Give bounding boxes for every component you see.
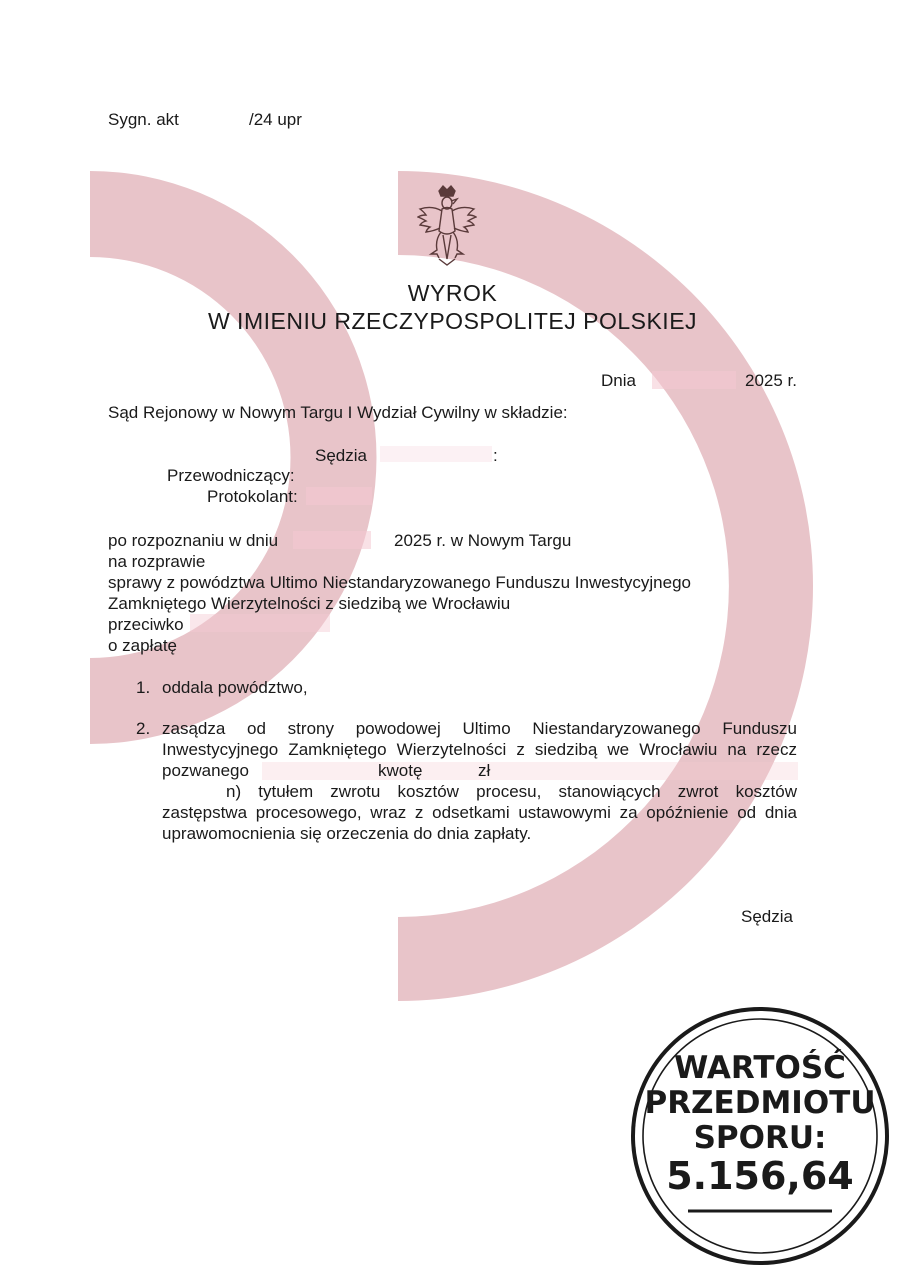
- stamp-line-2: PRZEDMIOTU: [644, 1085, 876, 1121]
- stamp-value: 5.156,64: [666, 1154, 854, 1198]
- dispute-value-stamp: [630, 1006, 890, 1266]
- redaction-hearing-date: [293, 531, 371, 549]
- ruling-2-number: 2.: [136, 719, 151, 738]
- judge-label: Sędzia: [315, 446, 367, 465]
- redaction-clerk: [306, 487, 372, 505]
- hearing-date-prefix: po rozpoznaniu w dniu: [108, 531, 279, 550]
- document-subtitle: W IMIENIU RZECZYPOSPOLITEJ POLSKIEJ: [207, 308, 698, 334]
- ruling-2-line-2: Inwestycyjnego Zamkniętego Wierzytelności z siedzibą we Wrocławiu na rzecz: [162, 740, 797, 759]
- hearing-date-suffix: 2025 r. w Nowym Targu: [394, 531, 572, 550]
- date-suffix: 2025 r.: [745, 371, 797, 390]
- case-signature-label: Sygn. akt: [108, 110, 179, 129]
- judge-signature-label: Sędzia: [741, 907, 793, 926]
- plaintiff-line: sprawy z powództwa Ultimo Niestandaryzowanego Funduszu Inwestycyjnego: [108, 573, 692, 592]
- date-prefix: Dnia: [601, 371, 636, 390]
- ruling-2-line-6: uprawomocnienia się orzeczenia do dnia zapłaty.: [162, 824, 532, 843]
- ruling-2-line-1: zasądza od strony powodowej Ultimo Niestandaryzowanego Funduszu: [162, 719, 797, 738]
- case-signature: [108, 109, 302, 130]
- ruling-2-currency: zł: [478, 761, 491, 780]
- case-signature-number: /24 upr: [249, 110, 302, 129]
- stamp-line-1: WARTOŚĆ: [674, 1050, 846, 1086]
- ruling-1-text: oddala powództwo,: [162, 678, 308, 697]
- ruling-2-line-4: n) tytułem zwrotu kosztów procesu, stanowiących zwrot kosztów: [226, 782, 797, 801]
- redaction-amount: [262, 762, 798, 780]
- redaction-defendant: [190, 614, 330, 632]
- plaintiff-line-2: Zamkniętego Wierzytelności z siedzibą we Wrocławiu: [108, 594, 511, 613]
- hearing-mode: na rozprawie: [108, 552, 206, 571]
- document-title: WYROK: [407, 280, 498, 306]
- redaction-judge: [380, 446, 492, 462]
- subject-line: o zapłatę: [108, 636, 177, 655]
- ruling-2-line-5: zastępstwa procesowego, wraz z odsetkami ustawowymi za opóźnienie od dnia: [162, 803, 797, 822]
- polish-eagle-emblem-icon: [417, 183, 477, 269]
- ruling-2-amount-label: kwotę: [378, 761, 423, 780]
- judge-colon: :: [493, 446, 498, 465]
- date-line: [601, 370, 797, 391]
- ruling-1-number: 1.: [136, 678, 151, 697]
- stamp-line-3: SPORU:: [693, 1120, 827, 1156]
- presiding-label: Przewodniczący:: [167, 466, 295, 485]
- clerk-label: Protokolant:: [207, 487, 298, 506]
- court-line: Sąd Rejonowy w Nowym Targu I Wydział Cywilny w składzie:: [108, 403, 568, 422]
- defendant-line: przeciwko: [108, 615, 184, 634]
- ruling-2-defendant: pozwanego: [162, 761, 249, 780]
